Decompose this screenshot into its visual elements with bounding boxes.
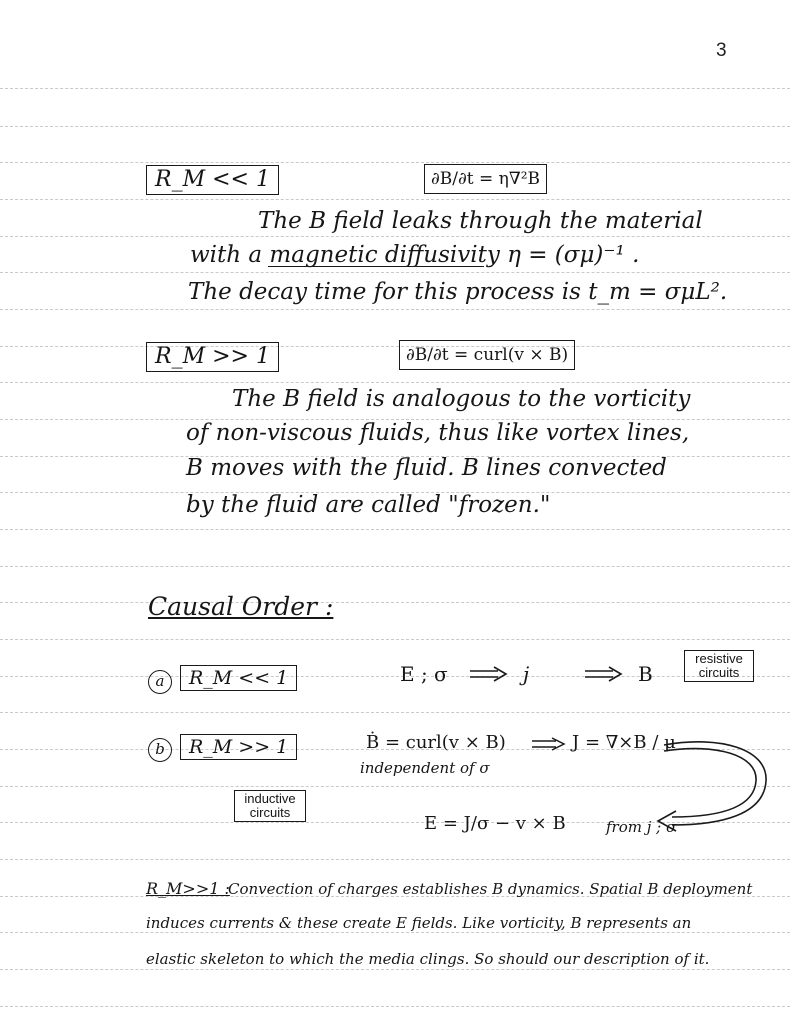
notebook-rule bbox=[0, 969, 790, 970]
section1-line-1: The B field leaks through the material bbox=[258, 208, 703, 234]
summary-label: R_M>>1 : bbox=[146, 879, 230, 898]
notebook-rule bbox=[0, 236, 790, 237]
notebook-rule bbox=[0, 1006, 790, 1007]
notebook-rule bbox=[0, 676, 790, 677]
feedback-loop-arrow-icon bbox=[650, 735, 774, 835]
case-b-induction-equation: Ḃ = curl(v × B) bbox=[366, 732, 506, 753]
section2-line-1: The B field is analogous to the vorticity bbox=[232, 386, 691, 412]
case-b-ohm-equation: E = J/σ − v × B bbox=[424, 813, 566, 834]
notebook-rule bbox=[0, 162, 790, 163]
case-a-regime-box: R_M << 1 bbox=[180, 665, 297, 691]
case-a-cause: E ; σ bbox=[400, 662, 448, 686]
inductive-circuits-tag: inductive circuits bbox=[234, 790, 306, 822]
case-b-independent-note: independent of σ bbox=[360, 759, 490, 777]
notebook-rule bbox=[0, 272, 790, 273]
section2-line-2: of non-viscous fluids, thus like vortex lines, bbox=[186, 420, 690, 446]
regime-box-low: R_M << 1 bbox=[146, 165, 279, 195]
notebook-rule bbox=[0, 932, 790, 933]
notebook-rule bbox=[0, 639, 790, 640]
case-b-marker: b bbox=[148, 738, 172, 762]
section1-line-3: The decay time for this process is t_m = σμL². bbox=[188, 279, 728, 305]
summary-line-2: induces currents & these create E fields. Like vorticity, B represents an bbox=[146, 914, 692, 932]
diffusivity-underline bbox=[268, 266, 484, 267]
case-b-from-note: from j ; σ bbox=[606, 818, 677, 836]
notebook-rule bbox=[0, 199, 790, 200]
case-a-current: j bbox=[523, 662, 530, 686]
regime-box-high: R_M >> 1 bbox=[146, 342, 279, 372]
notebook-rule bbox=[0, 382, 790, 383]
double-arrow-icon bbox=[470, 666, 508, 682]
notebook-rule bbox=[0, 309, 790, 310]
section2-line-4: by the fluid are called "frozen." bbox=[186, 492, 551, 518]
notebook-rule bbox=[0, 859, 790, 860]
notebook-rule bbox=[0, 346, 790, 347]
diffusion-equation-box: ∂B/∂t = η∇²B bbox=[424, 164, 547, 194]
page-number: 3 bbox=[716, 40, 727, 61]
notebook-rule bbox=[0, 126, 790, 127]
resistive-circuits-tag: resistive circuits bbox=[684, 650, 754, 682]
section1-line-2: with a magnetic diffusivity η = (σμ)⁻¹ . bbox=[190, 242, 640, 268]
notebook-rule bbox=[0, 529, 790, 530]
notebook-rule bbox=[0, 712, 790, 713]
summary-line-1: Convection of charges establishes B dynamics. Spatial B deployment bbox=[228, 880, 753, 898]
notebook-rule bbox=[0, 88, 790, 89]
case-a-field: B bbox=[638, 662, 653, 686]
frozen-flux-equation-box: ∂B/∂t = curl(v × B) bbox=[399, 340, 575, 370]
case-b-ampere-equation: J = ∇×B / μ bbox=[572, 732, 676, 753]
notebook-rule bbox=[0, 602, 790, 603]
section2-line-3: B moves with the fluid. B lines convected bbox=[186, 455, 667, 481]
summary-line-3: elastic skeleton to which the media clings. So should our description of it. bbox=[146, 950, 710, 968]
causal-order-heading: Causal Order : bbox=[148, 592, 334, 621]
double-arrow-icon bbox=[585, 666, 623, 682]
case-b-regime-box: R_M >> 1 bbox=[180, 734, 297, 760]
case-a-marker: a bbox=[148, 670, 172, 694]
double-arrow-icon bbox=[532, 737, 566, 751]
notebook-rule bbox=[0, 566, 790, 567]
